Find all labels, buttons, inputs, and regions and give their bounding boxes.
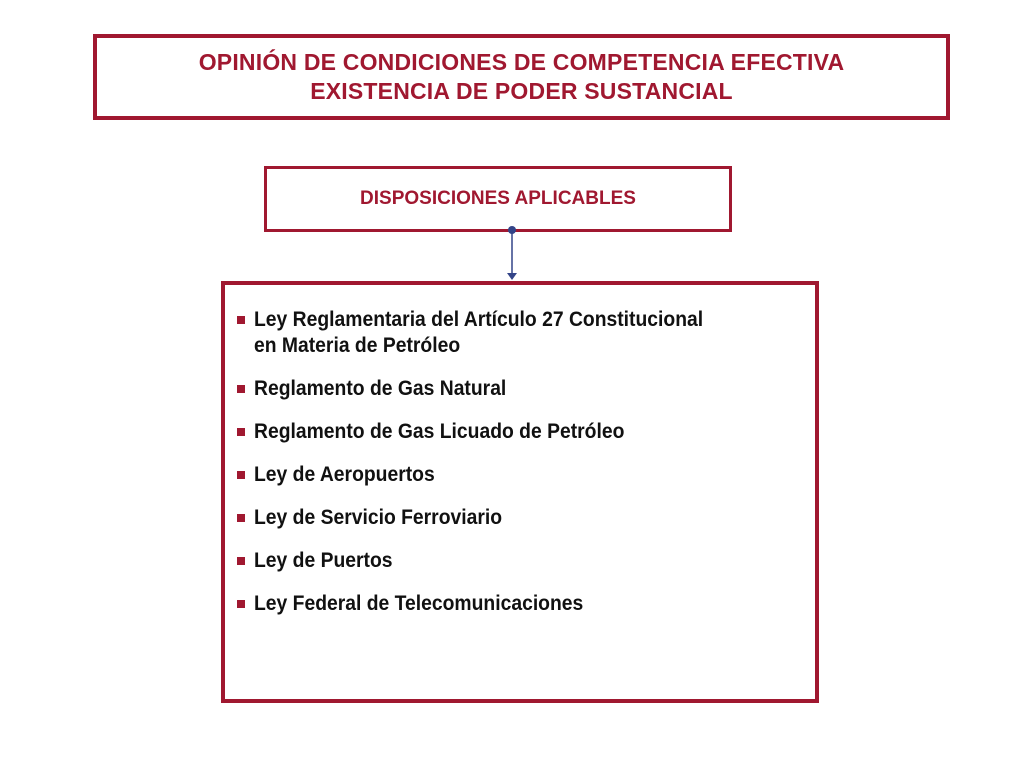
list-item (237, 419, 807, 445)
bullet-square-icon (237, 428, 245, 436)
list-item (237, 591, 807, 617)
bullet-square-icon (237, 385, 245, 393)
subtitle-label: DISPOSICIONES APLICABLES (360, 188, 636, 209)
title-line-1: OPINIÓN DE CONDICIONES DE COMPETENCIA EFECTIVA (198, 49, 845, 75)
title-line-2: EXISTENCIA DE PODER SUSTANCIAL (310, 78, 733, 104)
subtitle-box (264, 166, 732, 232)
list-item-text: Reglamento de Gas Natural (254, 377, 507, 400)
list-item-text: Reglamento de Gas Licuado de Petróleo (254, 420, 625, 443)
list-item-text: Ley Reglamentaria del Artículo 27 Constitucional en Materia de Petróleo (254, 308, 704, 357)
bullet-square-icon (237, 471, 245, 479)
list-item-text: Ley de Servicio Ferroviario (254, 506, 503, 529)
provisions-box (221, 281, 819, 703)
connector-arrowhead (507, 273, 517, 280)
bullet-square-icon (237, 557, 245, 565)
list-item (237, 376, 807, 402)
connector-arrow-icon (500, 224, 524, 284)
list-item (237, 462, 807, 488)
title-box (93, 34, 950, 120)
bullet-square-icon (237, 514, 245, 522)
provisions-list (225, 285, 815, 617)
list-item (237, 548, 807, 574)
list-item-text: Ley Federal de Telecomunicaciones (254, 592, 584, 615)
list-item (237, 505, 807, 531)
bullet-square-icon (237, 600, 245, 608)
list-item (237, 307, 807, 359)
list-item-text: Ley de Aeropuertos (254, 463, 435, 486)
bullet-square-icon (237, 316, 245, 324)
list-item-text: Ley de Puertos (254, 549, 393, 572)
